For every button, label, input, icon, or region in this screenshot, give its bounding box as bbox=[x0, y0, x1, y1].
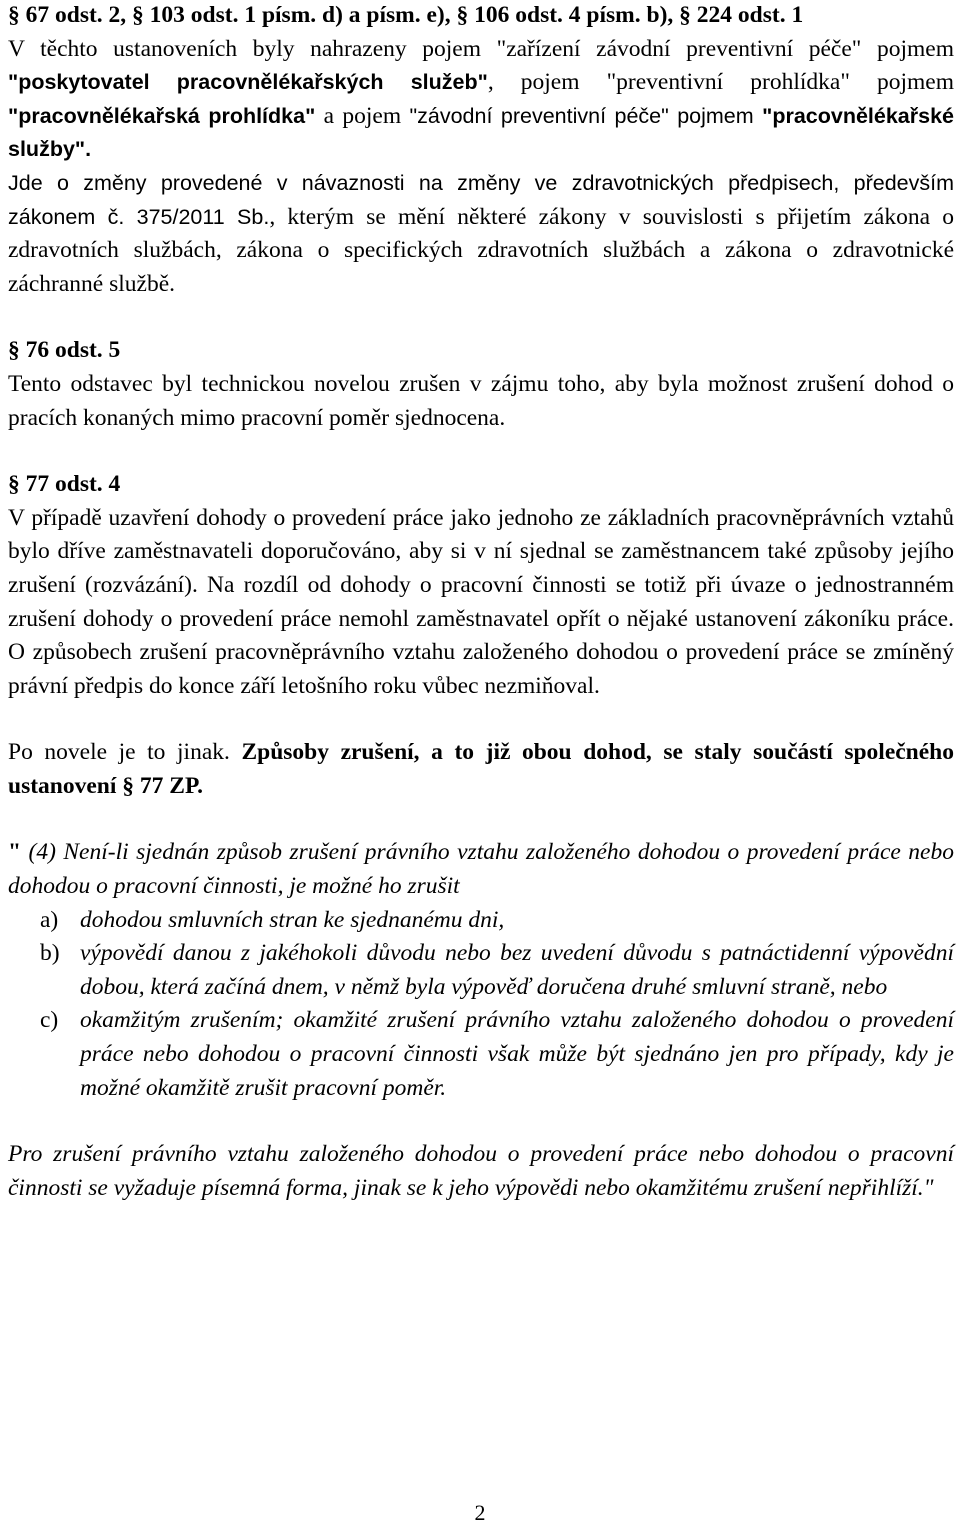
quote-list bbox=[8, 904, 954, 1106]
section-heading-1: § 67 odst. 2, § 103 odst. 1 písm. d) a písm. e), § 106 odst. 4 písm. b), § 224 odst. 1 bbox=[8, 2, 804, 28]
paragraph-77: V případě uzavření dohody o provedení práce jako jednoho ze základních pracovněprávních vztahů bylo dříve zaměstnavateli doporučováno, aby si v ní sjednal se zaměstnancem také způsoby jejího zrušení (rozvázání). Na rozdíl od dohody o pracovní činnosti se totiž při úvaze o jednostranném zrušení dohody o provedení práce nemohl zaměstnavatel opřít o nějaké ustanovení zákoníku práce. O způsobech zrušení pracovněprávního vztahu založeného dohodou o provedení práce se zmíněný právní předpis do konce září letošního roku vůbec nezmiňoval. bbox=[8, 504, 954, 699]
quote-closing: Pro zrušení právního vztahu založeného dohodou o provedení práce nebo dohodou o pracovní činnosti se vyžaduje písemná forma, jinak se k jeho výpovědi nebo okamžitému zrušení nepřihlíží." bbox=[8, 1141, 954, 1201]
list-marker: b) bbox=[40, 940, 60, 967]
section-symbol: § bbox=[132, 2, 144, 28]
list-item bbox=[8, 1004, 954, 1105]
list-marker: c) bbox=[40, 1007, 59, 1034]
quote-intro: " (4) Není-li sjednán způsob zrušení právního vztahu založeného dohodou o provedení práce nebo dohodou o pracovní činnosti, je možné ho zrušit bbox=[8, 839, 954, 900]
list-item-text: výpovědí danou z jakéhokoli důvodu nebo bez uvedení důvodu s patnáctidenní výpovědní dobou, která začíná dnem, v němž byla výpověď doručena druhé smluvní straně, nebo bbox=[80, 940, 954, 1000]
section-symbol: § bbox=[8, 471, 20, 498]
section-symbol: § bbox=[8, 2, 20, 28]
page-number: 2 bbox=[474, 1500, 486, 1525]
section-symbol: § bbox=[8, 337, 20, 364]
list-marker: a) bbox=[40, 906, 59, 933]
section-symbol: § bbox=[679, 2, 691, 28]
list-item-text: okamžitým zrušením; okamžité zrušení právního vztahu založeného dohodou o provedení práce nebo dohodou o pracovní činnosti však může být sjednáno jen pro případy, kdy je možné okamžitě zrušit pracovní poměr. bbox=[80, 1007, 954, 1101]
list-item-text: dohodou smluvních stran ke sjednanému dni, bbox=[80, 906, 505, 933]
list-item bbox=[8, 937, 954, 1004]
section-heading-2: § 76 odst. 5 bbox=[8, 337, 121, 364]
section-symbol: § bbox=[122, 772, 135, 799]
list-item bbox=[8, 904, 954, 938]
document-page bbox=[8, 0, 954, 1205]
paragraph-amendment: Po novele je to jinak. Způsoby zrušení, a to již obou dohod, se staly součástí společného ustanovení § 77 ZP. bbox=[8, 739, 954, 799]
paragraph-76: Tento odstavec byl technickou novelou zrušen v zájmu toho, aby byla možnost zrušení dohod o pracích konaných mimo pracovní poměr sjednocena. bbox=[8, 370, 954, 431]
paragraph-health-law: Jde o změny provedené v návaznosti na změny ve zdravotnických předpisech, především zákonem č. 375/2011 Sb., kterým se mění některé zákony v souvislosti s přijetím zákona o zdravotních službách, zákona o specifických zdravotních službách a zákona o zdravotnické záchranné službě. bbox=[8, 170, 955, 297]
section-symbol: § bbox=[456, 2, 469, 28]
paragraph-terminology: V těchto ustanoveních byly nahrazeny pojem "zařízení závodní preventivní péče" pojmem "poskytovatel pracovnělékařských služeb", pojem "preventivní prohlídka" pojmem "pracovnělékařská prohlídka" a pojem "závodní preventivní péče" pojmem "pracovnělékařské služby". bbox=[8, 35, 954, 162]
section-heading-3: § 77 odst. 4 bbox=[8, 471, 121, 498]
